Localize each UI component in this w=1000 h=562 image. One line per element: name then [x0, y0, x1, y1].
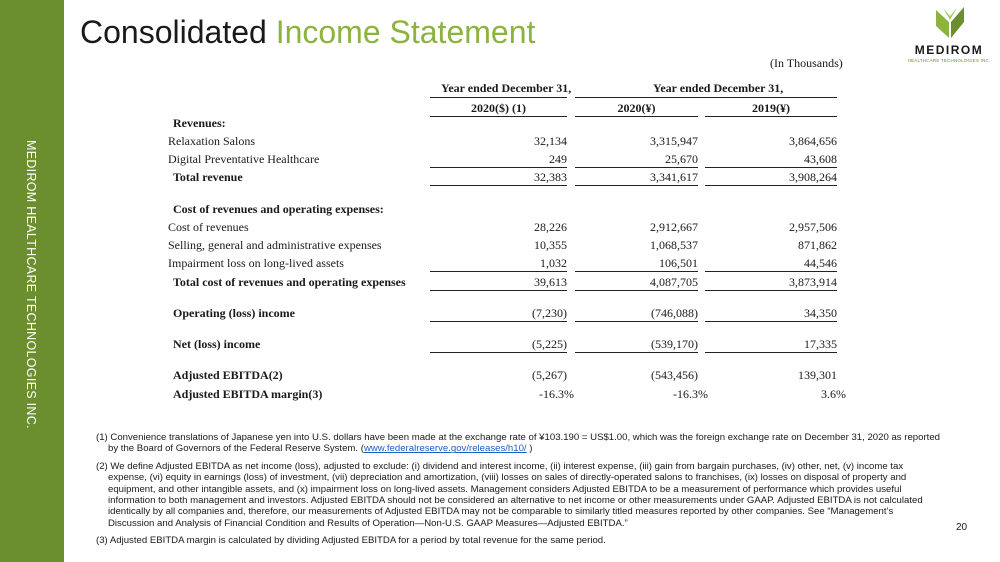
divider [575, 167, 698, 168]
cell-value: 44,546 [804, 256, 837, 270]
table-row [0, 368, 1000, 384]
table-row [0, 116, 1000, 132]
page-title [80, 14, 535, 51]
divider [430, 290, 567, 291]
cell-value: -16.3% [539, 387, 574, 401]
row-label: Digital Preventative Healthcare [168, 152, 320, 166]
divider [575, 97, 837, 98]
divider [575, 185, 698, 186]
group-header-jpy: Year ended December 31, [653, 81, 784, 95]
table-row [0, 337, 1000, 353]
divider [575, 321, 698, 322]
table-row [0, 202, 1000, 218]
cell-value: (5,267) [532, 368, 567, 382]
row-label: Impairment loss on long-lived assets [168, 256, 344, 270]
divider [705, 167, 837, 168]
cell-value: 34,350 [804, 306, 837, 320]
divider [430, 167, 567, 168]
divider [705, 271, 837, 272]
cell-value: 871,862 [798, 238, 837, 252]
cell-value: 39,613 [534, 275, 567, 289]
divider [430, 271, 567, 272]
table-row [0, 220, 1000, 236]
table-row [0, 387, 1000, 403]
row-label: Cost of revenues and operating expenses: [173, 202, 384, 216]
title-main: Consolidated [80, 14, 267, 50]
cell-value: (7,230) [532, 306, 567, 320]
company-logo [905, 6, 993, 66]
cell-value: 17,335 [804, 337, 837, 351]
logo-brand: MEDIROM [914, 43, 984, 57]
row-label: Total cost of revenues and operating expenses [173, 275, 406, 289]
cell-value: (746,088) [651, 306, 698, 320]
cell-value: (5,225) [532, 337, 567, 351]
table-row [0, 134, 1000, 150]
cell-value: (539,170) [651, 337, 698, 351]
divider [705, 352, 837, 353]
row-label: Relaxation Salons [168, 134, 255, 148]
table-row [0, 256, 1000, 272]
cell-value: 3,315,947 [650, 134, 698, 148]
col-header-2020-usd: 2020($) (1) [471, 101, 526, 115]
leaf-logo-icon [935, 6, 965, 40]
footnote-2: (2) We define Adjusted EBITDA as net income (loss), adjusted to exclude: (i) dividend and interest income, (ii) interest expense, (iii) gain from bargain purchases, (iv) other, net, (v) income tax expense, (vi) equity in earnings (loss) of investment, (vii) depreciation and amortization, (viii) losses on sales of directly-operated salons to franchises, (ix) losses on disposal of property and equipment, and other intangible assets, and (x) impairment loss on long-lived assets. Management considers Adjusted EBITDA to be a measurement of performance which provides useful information to both management and investors. Adjusted EBITDA should not be considered an alternative to net income or other measurements under GAAP. Adjusted EBITDA is not calculated identically by all companies and, therefore, our measurements of Adjusted EBITDA may not be comparable to similarly titled measures reported by other companies. See “Management’s Discussion and Analysis of Financial Condition and Results of Operation—Non-U.S. GAAP Measures—Adjusted EBITDA.” [96, 460, 923, 529]
logo-tagline: HEALTHCARE TECHNOLOGIES INC. [907, 58, 991, 63]
cell-value: 139,301 [798, 368, 837, 382]
table-row [0, 238, 1000, 254]
cell-value: 2,912,667 [650, 220, 698, 234]
col-header-2019-jpy: 2019(¥) [752, 101, 790, 115]
table-row [0, 275, 1000, 291]
cell-value: 1,032 [540, 256, 567, 270]
cell-value: (543,456) [651, 368, 698, 382]
cell-value: 249 [549, 152, 567, 166]
cell-value: 25,670 [665, 152, 698, 166]
row-label: Adjusted EBITDA(2) [173, 368, 283, 382]
cell-value: 32,383 [534, 170, 567, 184]
divider [705, 185, 837, 186]
group-header-usd: Year ended December 31, [441, 81, 572, 95]
company-vertical-label: MEDIROM HEALTHCARE TECHNOLOGIES INC. [24, 140, 38, 429]
cell-value: 4,087,705 [650, 275, 698, 289]
footnotes [96, 432, 941, 553]
footnote-1-text: (1) Convenience translations of Japanese yen into U.S. dollars have been made at the exchange rate of ¥103.190 = US$1.00, which was the foreign exchange rate on December 31, 2020 as reported by the Board of Governors of the Federal Reserve System. ( [96, 432, 940, 455]
cell-value: 32,134 [534, 134, 567, 148]
units-label: (In Thousands) [770, 56, 843, 70]
cell-value: 106,501 [659, 256, 698, 270]
cell-value: -16.3% [673, 387, 708, 401]
row-label: Total revenue [173, 170, 243, 184]
table-row [0, 152, 1000, 168]
page-number: 20 [956, 522, 968, 533]
table-row [0, 306, 1000, 322]
footnote-1-end: ) [526, 443, 533, 455]
cell-value: 10,355 [534, 238, 567, 252]
row-label: Revenues: [173, 116, 226, 130]
row-label: Cost of revenues [168, 220, 249, 234]
cell-value: 3,864,656 [789, 134, 837, 148]
divider [705, 290, 837, 291]
divider [575, 352, 698, 353]
divider [430, 352, 567, 353]
divider [430, 97, 567, 98]
row-label: Adjusted EBITDA margin(3) [173, 387, 323, 401]
row-label: Operating (loss) income [173, 306, 295, 320]
cell-value: 3,341,617 [650, 170, 698, 184]
cell-value: 1,068,537 [650, 238, 698, 252]
divider [430, 185, 567, 186]
table-row [0, 170, 1000, 186]
row-label: Net (loss) income [173, 337, 261, 351]
footnote-1 [96, 432, 941, 455]
divider [705, 321, 837, 322]
col-header-2020-jpy: 2020(¥) [617, 101, 656, 115]
cell-value: 43,608 [804, 152, 837, 166]
row-label: Selling, general and administrative expenses [168, 238, 382, 252]
federal-reserve-link[interactable]: www.federalreserve.gov/releases/h10/ [363, 443, 527, 455]
title-accent: Income Statement [275, 14, 536, 50]
cell-value: 2,957,506 [789, 220, 837, 234]
cell-value: 3,873,914 [789, 275, 837, 289]
footnote-3: (3) Adjusted EBITDA margin is calculated by dividing Adjusted EBITDA for a period by total revenue for the same period. [96, 535, 606, 547]
divider [430, 321, 567, 322]
cell-value: 3,908,264 [789, 170, 837, 184]
divider [575, 271, 698, 272]
cell-value: 28,226 [534, 220, 567, 234]
cell-value: 3.6% [821, 387, 846, 401]
divider [575, 290, 698, 291]
